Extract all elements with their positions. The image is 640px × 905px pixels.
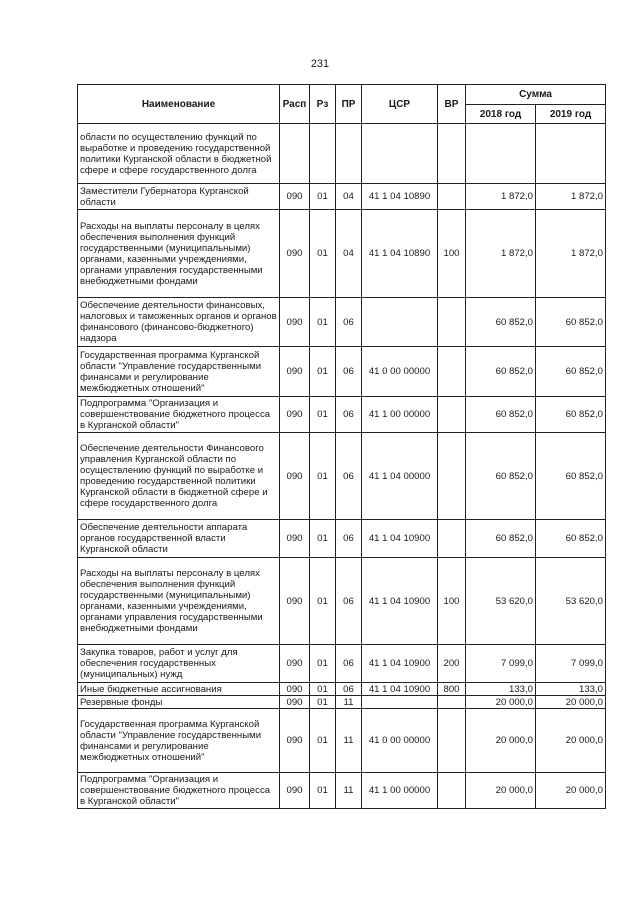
row-name: Подпрограмма "Организация и совершенствование бюджетного процесса в Курганской области" [78, 773, 280, 809]
row-pr: 06 [336, 298, 362, 347]
row-rasp: 090 [280, 347, 310, 397]
row-vr [438, 773, 466, 809]
row-csr: 41 1 04 10890 [362, 184, 438, 210]
row-sum-2019: 1 872,0 [536, 184, 606, 210]
row-csr: 41 1 04 10900 [362, 645, 438, 683]
row-sum-2019: 60 852,0 [536, 347, 606, 397]
row-name: Закупка товаров, работ и услуг для обеспечения государственных (муниципальных) нужд [78, 645, 280, 683]
row-rz: 01 [310, 347, 336, 397]
row-rasp: 090 [280, 773, 310, 809]
header-rasp: Расп [280, 85, 310, 124]
row-vr: 100 [438, 558, 466, 645]
row-sum-2019: 20 000,0 [536, 709, 606, 773]
row-vr [438, 397, 466, 433]
budget-table [77, 84, 606, 809]
row-csr: 41 0 00 00000 [362, 709, 438, 773]
table-row [78, 184, 606, 210]
row-sum-2018: 7 099,0 [466, 645, 536, 683]
row-vr [438, 696, 466, 709]
row-name: Резервные фонды [78, 696, 280, 709]
row-csr: 41 0 00 00000 [362, 347, 438, 397]
row-vr [438, 184, 466, 210]
page-number: 231 [310, 58, 330, 70]
header-rz: Рз [310, 85, 336, 124]
row-rasp: 090 [280, 683, 310, 696]
row-sum-2019: 133,0 [536, 683, 606, 696]
row-rz: 01 [310, 696, 336, 709]
row-pr: 06 [336, 645, 362, 683]
row-vr [438, 298, 466, 347]
row-csr [362, 124, 438, 184]
row-rz: 01 [310, 773, 336, 809]
row-pr: 06 [336, 683, 362, 696]
row-sum-2018: 60 852,0 [466, 520, 536, 558]
table-row [78, 210, 606, 298]
row-csr: 41 1 00 00000 [362, 773, 438, 809]
row-pr: 06 [336, 433, 362, 520]
row-rasp [280, 124, 310, 184]
row-pr: 04 [336, 184, 362, 210]
row-sum-2018: 20 000,0 [466, 773, 536, 809]
table-row [78, 696, 606, 709]
row-sum-2018: 133,0 [466, 683, 536, 696]
row-sum-2019: 20 000,0 [536, 696, 606, 709]
row-vr [438, 124, 466, 184]
row-pr: 11 [336, 696, 362, 709]
row-rz: 01 [310, 433, 336, 520]
row-rasp: 090 [280, 709, 310, 773]
header-csr: ЦСР [362, 85, 438, 124]
header-2019: 2019 год [536, 105, 606, 124]
header-name: Наименование [78, 85, 280, 124]
row-rasp: 090 [280, 558, 310, 645]
row-name: Заместители Губернатора Курганской области [78, 184, 280, 210]
row-sum-2018: 1 872,0 [466, 210, 536, 298]
row-pr: 11 [336, 773, 362, 809]
table-row [78, 520, 606, 558]
row-name: Иные бюджетные ассигнования [78, 683, 280, 696]
row-sum-2018: 53 620,0 [466, 558, 536, 645]
row-sum-2019: 20 000,0 [536, 773, 606, 809]
row-name: Обеспечение деятельности финансовых, налоговых и таможенных органов и органов финансового (финансово-бюджетного) надзора [78, 298, 280, 347]
header-vr: ВР [438, 85, 466, 124]
header-2018: 2018 год [466, 105, 536, 124]
row-pr [336, 124, 362, 184]
row-vr [438, 433, 466, 520]
row-sum-2019: 60 852,0 [536, 520, 606, 558]
row-name: Расходы на выплаты персоналу в целях обеспечения выполнения функций государственными (муниципальными) органами, казенными учреждениями, органами управления государственными внебюджетными фондами [78, 210, 280, 298]
table-row [78, 433, 606, 520]
row-rz: 01 [310, 184, 336, 210]
row-csr [362, 696, 438, 709]
header-sum: Сумма [466, 85, 606, 105]
row-sum-2018: 60 852,0 [466, 433, 536, 520]
row-pr: 06 [336, 347, 362, 397]
row-csr: 41 1 04 10890 [362, 210, 438, 298]
row-name: Подпрограмма "Организация и совершенствование бюджетного процесса в Курганской области" [78, 397, 280, 433]
row-sum-2019 [536, 124, 606, 184]
row-csr: 41 1 04 00000 [362, 433, 438, 520]
row-rz: 01 [310, 520, 336, 558]
row-sum-2019: 7 099,0 [536, 645, 606, 683]
row-csr: 41 1 04 10900 [362, 558, 438, 645]
row-csr: 41 1 04 10900 [362, 520, 438, 558]
row-rasp: 090 [280, 520, 310, 558]
row-vr [438, 709, 466, 773]
row-name: Государственная программа Курганской области "Управление государственными финансами и регулирование межбюджетных отношений" [78, 709, 280, 773]
row-rasp: 090 [280, 397, 310, 433]
row-rz: 01 [310, 210, 336, 298]
row-pr: 06 [336, 397, 362, 433]
row-csr: 41 1 00 00000 [362, 397, 438, 433]
row-vr: 800 [438, 683, 466, 696]
row-sum-2018: 60 852,0 [466, 298, 536, 347]
table-row [78, 709, 606, 773]
row-sum-2018: 20 000,0 [466, 696, 536, 709]
row-rasp: 090 [280, 696, 310, 709]
row-rasp: 090 [280, 433, 310, 520]
table-row [78, 773, 606, 809]
row-sum-2019: 60 852,0 [536, 397, 606, 433]
row-rz: 01 [310, 709, 336, 773]
row-sum-2018: 20 000,0 [466, 709, 536, 773]
row-sum-2019: 1 872,0 [536, 210, 606, 298]
row-name: Обеспечение деятельности аппарата органов государственной власти Курганской области [78, 520, 280, 558]
row-pr: 06 [336, 520, 362, 558]
row-rasp: 090 [280, 184, 310, 210]
row-name: области по осуществлению функций по выработке и проведению государственной политики Курганской области в бюджетной сфере и сфере государственного долга [78, 124, 280, 184]
table-row [78, 683, 606, 696]
table-row [78, 558, 606, 645]
row-pr: 06 [336, 558, 362, 645]
row-rz: 01 [310, 558, 336, 645]
row-sum-2019: 60 852,0 [536, 433, 606, 520]
row-sum-2019: 53 620,0 [536, 558, 606, 645]
row-name: Расходы на выплаты персоналу в целях обеспечения выполнения функций государственными (муниципальными) органами, казенными учреждениями, органами управления государственными внебюджетными фондами [78, 558, 280, 645]
row-csr: 41 1 04 10900 [362, 683, 438, 696]
row-sum-2018: 60 852,0 [466, 397, 536, 433]
row-rasp: 090 [280, 298, 310, 347]
row-sum-2018 [466, 124, 536, 184]
header-pr: ПР [336, 85, 362, 124]
row-name: Обеспечение деятельности Финансового управления Курганской области по осуществлению функций по выработке и проведению государственной политики Курганской области в бюджетной сфере и сфере государственного долга [78, 433, 280, 520]
row-sum-2018: 60 852,0 [466, 347, 536, 397]
row-rasp: 090 [280, 645, 310, 683]
row-name: Государственная программа Курганской области "Управление государственными финансами и регулирование межбюджетных отношений" [78, 347, 280, 397]
row-vr [438, 520, 466, 558]
row-vr [438, 347, 466, 397]
table-row [78, 645, 606, 683]
table-row [78, 298, 606, 347]
row-rz [310, 124, 336, 184]
row-csr [362, 298, 438, 347]
table-row [78, 124, 606, 184]
row-sum-2018: 1 872,0 [466, 184, 536, 210]
table-row [78, 397, 606, 433]
row-vr: 200 [438, 645, 466, 683]
row-pr: 11 [336, 709, 362, 773]
row-rz: 01 [310, 683, 336, 696]
row-rz: 01 [310, 645, 336, 683]
row-pr: 04 [336, 210, 362, 298]
row-rz: 01 [310, 397, 336, 433]
table-row [78, 347, 606, 397]
row-vr: 100 [438, 210, 466, 298]
row-rasp: 090 [280, 210, 310, 298]
row-rz: 01 [310, 298, 336, 347]
row-sum-2019: 60 852,0 [536, 298, 606, 347]
